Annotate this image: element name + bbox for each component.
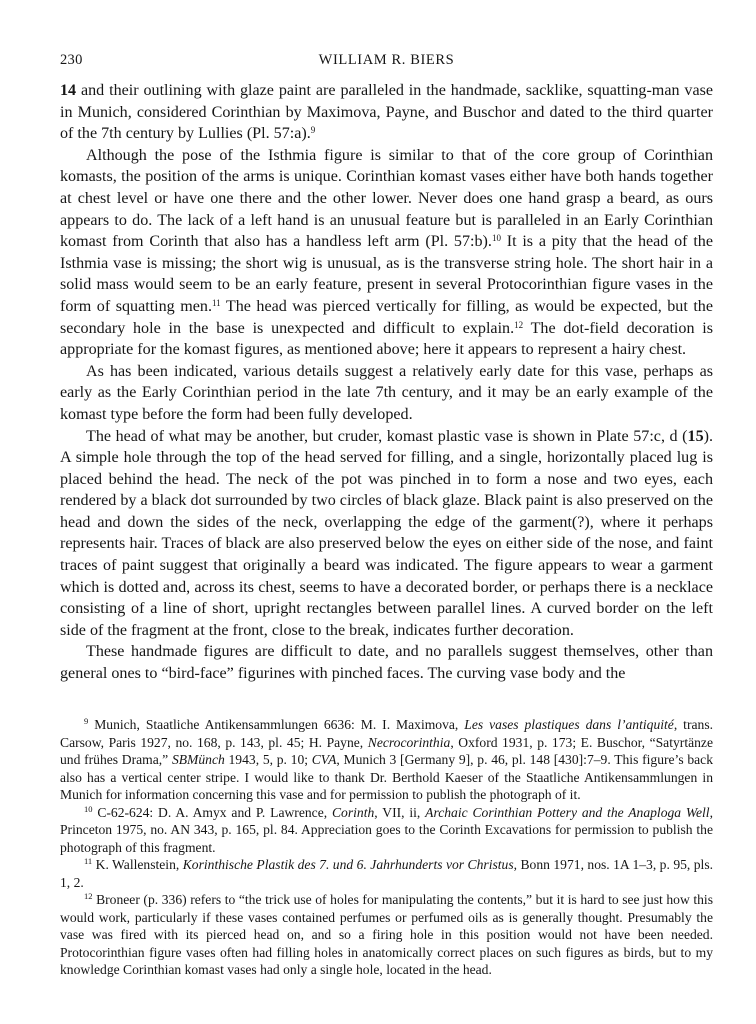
text-run: It is a pity that the head of the Isthmia vase is missing; the short wig is unusual, as is the transverse string hole. The short hair in a solid mass would seem to be an early feature, present in several Protocorinthian figure vases in the form of squatting men. xyxy=(60,233,713,315)
text-run: Although the pose of the Isthmia figure is similar to that of the core group of Corinthian komasts, the position of the arms is unique. Corinthian komast vases either have both hands together at chest level or have one there and the other lower. Never does one hand grasp a beard, as ours appears to do. The lack of a left hand is an unusual feature but is paralleled in an Early Corinthian komast from Corinth that also has a handless left arm (Pl. 57:b). xyxy=(60,146,713,251)
text-run: , trans. Carsow, Paris 1927, no. 168, p. 143, pl. 45; H. Payne, xyxy=(60,717,714,750)
text-run: , Oxford 1931, p. 173; E. Buschor, “Satyrtänze und frühes Drama,” xyxy=(60,734,713,767)
footnote-10 xyxy=(60,804,713,857)
text-run: As has been indicated, various details suggest a relatively early date for this vase, perhaps as early as the Early Corinthian period in the late 7th century, and it may be an early example of the komast type before the form had been fully developed. xyxy=(60,362,713,423)
italic-title: Les vases plastiques dans l’antiquité xyxy=(464,717,674,732)
footnote-ref[interactable]: 9 xyxy=(310,125,316,136)
italic-title: SBMünch xyxy=(171,752,225,767)
footnote-12 xyxy=(60,891,713,979)
page-number: 230 xyxy=(60,52,83,68)
footnote-number: 12 xyxy=(84,891,93,901)
italic-title: CVA xyxy=(311,752,337,767)
footnote-number: 9 xyxy=(84,716,89,726)
text-run: These handmade figures are difficult to date, and no parallels suggest themselves, other than general ones to “bird-face” figurines with pinched faces. The curving vase body and the xyxy=(60,643,713,683)
paragraph-komast-head xyxy=(60,426,713,642)
paragraph-handmade-figures xyxy=(60,641,713,684)
text-run: The head of what may be another, but cruder, komast plastic vase is shown in Plate 57:c, d ( xyxy=(86,427,688,445)
catalog-number: 14 xyxy=(60,82,77,99)
footnote-number: 10 xyxy=(84,803,93,814)
text-run: C-62-624: D. A. Amyx and P. Lawrence, xyxy=(92,804,332,820)
italic-title: Necrocorinthia xyxy=(367,734,451,750)
text-run: 1943, 5, p. 10; xyxy=(224,752,312,767)
text-run: The head was pierced vertically for filling, as would be expected, but the secondary hole in the base is unexpected and difficult to explain. xyxy=(60,297,714,337)
footnote-ref[interactable]: 12 xyxy=(514,319,524,330)
footnote-ref[interactable]: 10 xyxy=(491,233,501,244)
italic-title: Corinth xyxy=(331,804,375,820)
text-run: K. Wallenstein, xyxy=(92,857,183,872)
footnote-9 xyxy=(60,716,713,804)
paragraph-early-date xyxy=(60,361,713,426)
footnote-11 xyxy=(60,856,713,891)
text-run: , Princeton 1975, no. AN 343, p. 165, pl. 84. Appreciation goes to the Corinth Excavations for permission to publish the photograph of this fragment. xyxy=(60,804,713,855)
text-run: ). A simple hole through the top of the head served for filling, and a single, horizontally placed lug is placed behind the head. The neck of the pot was pinched in to form a nose and two eyes, each rendered by a black dot surrounded by two circles of black glaze. Black paint is also preserved on the head and down the sides of the neck, overlapping the edge of the garment(?), where it perhaps represents hair. Traces of black are also preserved below the eyes on either side of the nose, and faint traces of paint suggest that originally a beard was indicated. The figure appears to wear a garment which is dotted and, across its chest, seems to have a decorated border, or perhaps there is a necklace consisting of a line of short, upright rectangles between parallel lines. A curved border on the left side of the fragment at the front, close to the break, indicates further decoration. xyxy=(60,427,713,639)
italic-title: Korinthische Plastik des 7. und 6. Jahrhunderts vor Christus xyxy=(182,857,514,872)
page-content xyxy=(60,52,713,685)
footnotes xyxy=(60,716,713,979)
text-run: and their outlining with glaze paint are paralleled in the handmade, sacklike, squatting-man vase in Munich, considered Corinthian by Maximova, Payne, and Buschor and dated to the third quarter of the 7th century by Lullies (Pl. 57:a). xyxy=(60,82,713,143)
text-run: , VII, ii, xyxy=(374,804,426,820)
text-run: Munich, Staatliche Antikensammlungen 6636: M. I. Maximova, xyxy=(88,717,465,732)
paragraph-arms-pose xyxy=(60,145,713,361)
paragraph-continuation xyxy=(60,80,713,145)
italic-title: Archaic Corinthian Pottery and the Anaploga Well xyxy=(425,804,710,820)
text-run: , Munich 3 [Germany 9], p. 46, pl. 148 [430]:7–9. This figure’s back also has a vertical center stripe. I would like to thank Dr. Berthold Kaeser of the Staatliche Antikensammlungen in Munich for information concerning this vase and for permission to publish the photograph of it. xyxy=(60,752,713,802)
text-run: Broneer (p. 336) refers to “the trick use of holes for manipulating the contents,” but it is hard to see just how this would work, particularly if these vases contained perfumes or perfumed oils as is generally thought. Presumably the vase was fired with its pierced head on, and so a firing hole in this position would not have been needed. Protocorinthian figure vases often had filling holes in anatomically correct places on such figures as birds, but to my knowledge Corinthian komast vases had only a single hole, located in the head. xyxy=(60,892,713,977)
catalog-number: 15 xyxy=(687,427,704,445)
body-text xyxy=(60,80,713,685)
text-run: The dot-field decoration is appropriate for the komast figures, as mentioned above; here it appears to represent a hairy chest. xyxy=(60,319,713,359)
footnote-number: 11 xyxy=(84,856,93,866)
text-run: , Bonn 1971, nos. 1A 1–3, p. 95, pls. 1, 2. xyxy=(60,857,714,890)
running-head-author: WILLIAM R. BIERS xyxy=(318,52,455,68)
footnote-ref[interactable]: 11 xyxy=(211,297,221,308)
running-head xyxy=(60,52,713,74)
